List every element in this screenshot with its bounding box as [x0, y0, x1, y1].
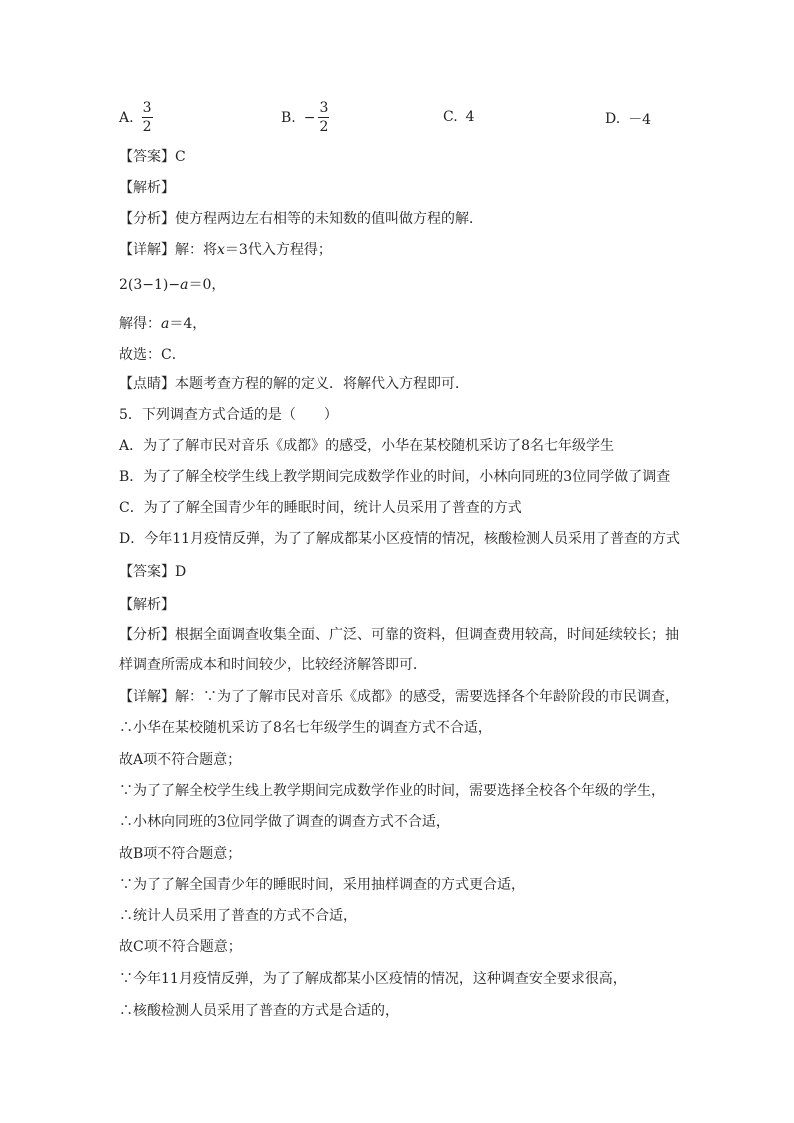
detail-line: 故B项不符合题意； [119, 846, 242, 862]
detail-line [119, 239, 332, 259]
denominator: 2 [142, 119, 152, 135]
numerator: 3 [142, 100, 152, 116]
detail-line: ∵为了了解全国青少年的睡眠时间，采用抽样调查的方式更合适， [119, 877, 525, 893]
question-stem: 5．下列调查方式合适的是（ ） [119, 407, 338, 423]
choose-line: 故选：C． [119, 347, 186, 363]
detail-line: 【详解】解：∵为了了解市民对音乐《成都》的感受，需要选择各个年龄阶段的市民调查， [119, 689, 679, 705]
detail-line: 故C项不符合题意； [119, 939, 242, 955]
equation-text: 2(3−1)− [119, 277, 181, 293]
option-b: B．为了了解全校学生线上教学期间完成数学作业的时间，小林向同班的3位同学做了调查 [119, 469, 671, 485]
detail-line: ∴统计人员采用了普查的方式不合适， [119, 908, 357, 924]
option-c [443, 109, 475, 125]
detail-line: ∴小华在某校随机采访了8名七年级学生的调查方式不合适， [119, 720, 492, 736]
answer-line: 【答案】D [119, 564, 187, 580]
fraction-bar [142, 117, 153, 118]
option-d: D．今年11月疫情反弹，为了了解成都某小区疫情的情况，核酸检测人员采用了普查的方式 [119, 531, 681, 547]
analysis-title: 【解析】 [119, 597, 175, 613]
answer-line: 【答案】C [119, 149, 186, 165]
equation-text: ＝0， [188, 277, 226, 293]
detail-text: 【详解】解：将 [119, 242, 217, 258]
detail-text: ＝3代入方程得； [224, 242, 332, 258]
minus-sign: − [303, 109, 316, 126]
fraction-bar [318, 117, 329, 118]
numerator: 3 [319, 100, 329, 116]
option-letter: A. [119, 109, 134, 126]
analysis-summary: 样调查所需成本和时间较少，比较经济解答即可． [119, 657, 427, 673]
option-letter: C. [443, 109, 458, 125]
variable-x: x [217, 242, 225, 258]
equation-line [119, 274, 225, 294]
option-a [119, 100, 153, 135]
option-b [281, 100, 329, 135]
option-letter: D. [605, 111, 621, 127]
option-value: －4 [628, 112, 652, 128]
solve-line [119, 313, 206, 333]
variable-a: a [180, 277, 189, 293]
option-d [605, 109, 651, 129]
key-point: 【点睛】本题考查方程的解的定义．将解代入方程即可． [119, 376, 469, 392]
variable-a: a [161, 316, 170, 332]
detail-line: 故A项不符合题意； [119, 752, 242, 768]
option-value: 4 [465, 109, 475, 125]
analysis-summary: 【分析】使方程两边左右相等的未知数的值叫做方程的解． [119, 211, 483, 227]
detail-line: ∴小林向同班的3位同学做了调查的调查方式不合适， [119, 814, 450, 830]
option-a: A．为了了解市民对音乐《成都》的感受，小华在某校随机采访了8名七年级学生 [119, 438, 615, 454]
detail-line: ∵今年11月疫情反弹，为了了解成都某小区疫情的情况，这种调查安全要求很高， [119, 971, 627, 987]
fraction [142, 100, 153, 135]
option-c: C．为了了解全国青少年的睡眠时间，统计人员采用了普查的方式 [119, 500, 522, 516]
option-letter: B. [281, 109, 296, 126]
analysis-title: 【解析】 [119, 180, 175, 196]
analysis-summary: 【分析】根据全面调查收集全面、广泛、可靠的资料，但调查费用较高，时间延续较长；抽 [119, 627, 679, 643]
fraction [318, 100, 329, 135]
detail-line: ∴核酸检测人员采用了普查的方式是合适的， [119, 1003, 399, 1019]
solve-text: ＝4， [169, 316, 207, 332]
denominator: 2 [319, 119, 329, 135]
solve-text: 解得： [119, 316, 161, 332]
detail-line: ∵为了了解全校学生线上教学期间完成数学作业的时间，需要选择全校各个年级的学生， [119, 783, 665, 799]
